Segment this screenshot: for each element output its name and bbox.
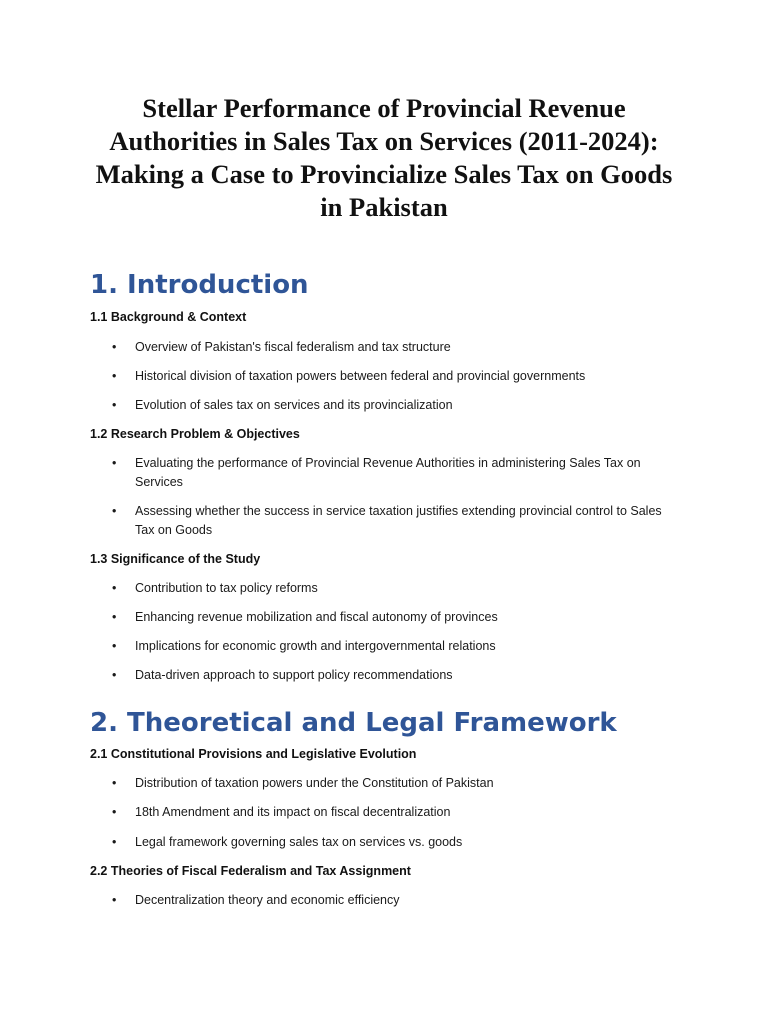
subsection-heading-significance: 1.3 Significance of the Study [90,552,261,566]
bullet-icon: • [112,776,117,790]
list-item-text: Evolution of sales tax on services and its provincialization [135,398,453,412]
bullet-icon: • [112,805,117,819]
list-item-text: Legal framework governing sales tax on services vs. goods [135,835,463,849]
list-item [112,774,672,793]
list-item-text: Contribution to tax policy reforms [135,581,318,595]
list-item [112,579,672,598]
subsection-heading-background: 1.1 Background & Context [90,310,247,324]
bullet-icon: • [112,639,117,653]
bullet-icon: • [112,456,117,470]
list-item [112,502,672,540]
list-item-text: Assessing whether the success in service taxation justifies extending provincial control to Sales Tax on Goods [135,504,662,537]
list-item-text: Enhancing revenue mobilization and fiscal autonomy of provinces [135,610,498,624]
bullet-icon: • [112,504,117,518]
bullet-icon: • [112,893,117,907]
bullet-icon: • [112,835,117,849]
list-item [112,367,672,386]
section-heading-introduction: 1. Introduction [90,270,309,300]
list-item [112,891,672,910]
list-item-text: 18th Amendment and its impact on fiscal decentralization [135,805,451,819]
list-item-text: Evaluating the performance of Provincial Revenue Authorities in administering Sales Tax on Services [135,456,641,489]
list-item [112,396,672,415]
document-title: Stellar Performance of Provincial Revenue Authorities in Sales Tax on Services (2011-2024): Making a Case to Provincialize Sales Tax on Goods in Pakistan [95,93,673,222]
list-item-text: Decentralization theory and economic efficiency [135,893,400,907]
bullet-icon: • [112,369,117,383]
bullet-icon: • [112,610,117,624]
list-item [112,666,672,685]
list-item-text: Overview of Pakistan's fiscal federalism and tax structure [135,340,451,354]
subsection-heading-research-problem: 1.2 Research Problem & Objectives [90,427,300,441]
list-item-text: Historical division of taxation powers between federal and provincial governments [135,369,586,383]
bullet-icon: • [112,340,117,354]
bullet-icon: • [112,581,117,595]
list-item [112,454,672,492]
list-item-text: Data-driven approach to support policy recommendations [135,668,453,682]
list-item-text: Distribution of taxation powers under the Constitution of Pakistan [135,776,494,790]
subsection-heading-fiscal-federalism: 2.2 Theories of Fiscal Federalism and Tax Assignment [90,864,411,878]
list-item [112,833,672,852]
subsection-heading-constitutional: 2.1 Constitutional Provisions and Legislative Evolution [90,747,417,761]
list-item [112,637,672,656]
list-item [112,338,672,357]
bullet-icon: • [112,398,117,412]
section-heading-theoretical-framework: 2. Theoretical and Legal Framework [90,708,617,738]
list-item [112,803,672,822]
list-item-text: Implications for economic growth and intergovernmental relations [135,639,496,653]
list-item [112,608,672,627]
bullet-icon: • [112,668,117,682]
